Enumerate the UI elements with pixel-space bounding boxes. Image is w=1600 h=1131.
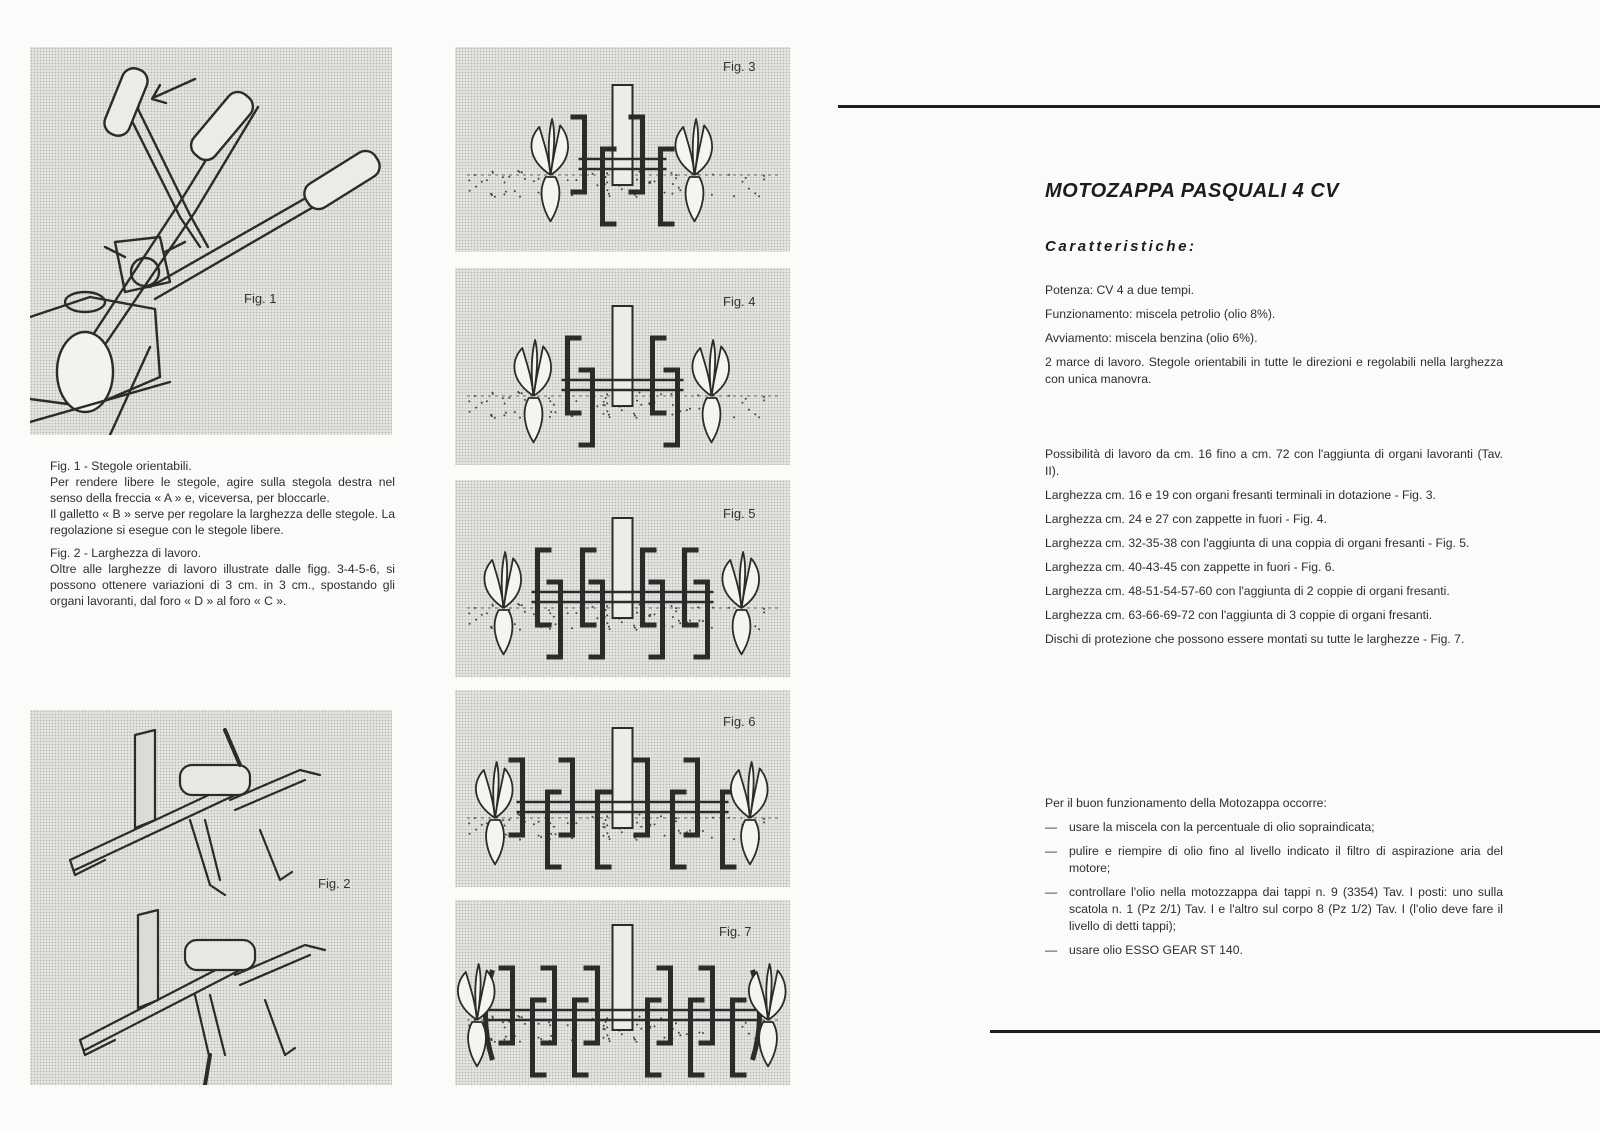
hoe-blade [685,550,699,625]
hoe-blade [584,968,598,1043]
hoe-blade [653,338,667,413]
hoe-blade [568,338,582,413]
hoe-blade [649,582,663,657]
width-item: Possibilità di lavoro da cm. 16 fino a cm. 72 con l'aggiunta di organi lavoranti (Tav. II). [1045,447,1503,478]
fig2-caption-title: Fig. 2 - Larghezza di lavoro. [50,546,202,560]
hoe-blade [538,550,552,625]
width-item: Larghezza cm. 48-51-54-57-60 con l'aggiunta di 2 coppie di organi fresanti. [1045,584,1450,598]
beet-plant [692,340,729,442]
figure-4-label: Fig. 4 [723,294,756,309]
hoe-blade [657,968,671,1043]
fig1-caption-text-2: Il galletto « B » serve per regolare la larghezza delle stegole. La regolazione si esegue con le stegole libere. [50,507,395,537]
bottom-rule [990,1030,1600,1033]
hoe-blade [533,1000,547,1075]
hoe-blade [699,968,713,1043]
specs-block [1045,282,1503,395]
spec-item: Avviamento: miscela benzina (olio 6%). [1045,331,1258,345]
figure-2-panel [30,710,392,1085]
hoe-blade [634,760,648,835]
hoe-blade [598,792,612,867]
hoe-blade [559,760,573,835]
beet-plant [531,119,568,221]
width-item: Larghezza cm. 40-43-45 con zappette in fuori - Fig. 6. [1045,560,1335,574]
hoe-blade [499,968,513,1043]
figure-6-panel [455,690,790,887]
hoe-blade [548,792,562,867]
widths-block [1045,446,1503,655]
width-item: Dischi di protezione che possono essere montati su tutte le larghezze - Fig. 7. [1045,632,1465,646]
page-title: MOTOZAPPA PASQUALI 4 CV [1045,180,1340,202]
hoe-blade [694,582,708,657]
hoe-blade [583,550,597,625]
hoe-blade [571,117,585,192]
rotor-shaft [613,925,633,1030]
top-rule [838,105,1600,108]
spec-item: Funzionamento: miscela petrolio (olio 8%). [1045,307,1276,321]
figure-7-label: Fig. 7 [719,924,752,939]
hoe-blade [733,1000,747,1075]
maintenance-block [1045,795,1503,966]
hoe-blade [579,370,593,445]
figure-6-label: Fig. 6 [723,714,756,729]
figure-captions [50,458,395,609]
figure-2-illustration [30,710,392,1085]
fig1-caption-title: Fig. 1 - Stegole orientabili. [50,459,192,473]
figure-3-panel [455,47,790,252]
hoe-blade [648,1000,662,1075]
figure-5-panel [455,480,790,677]
hoe-blade [589,582,603,657]
beet-plant [675,119,712,221]
maintenance-list [1045,819,1503,959]
figure-7-panel [455,900,790,1085]
figure-1-panel [30,47,392,435]
maintenance-item: — usare la miscela con la percentuale di olio sopraindicata; [1045,819,1503,836]
figure-3-illustration [455,47,790,252]
hoe-blade [684,760,698,835]
beet-plant [476,762,513,864]
hoe-blade [547,582,561,657]
hoe-blade [541,968,555,1043]
fig1-caption-text-1: Per rendere libere le stegole, agire sulla stegola destra nel senso della freccia « A » e, viceversa, per bloccarle. [50,475,395,505]
figure-3-label: Fig. 3 [723,59,756,74]
beet-plant [514,340,551,442]
figure-4-panel [455,268,790,465]
hoe-blade [673,792,687,867]
maintenance-item: — usare olio ESSO GEAR ST 140. [1045,942,1503,959]
section-subtitle: Caratteristiche: [1045,238,1197,255]
beet-plant [484,552,521,654]
hoe-blade [575,1000,589,1075]
width-item: Larghezza cm. 32-35-38 con l'aggiunta di una coppia di organi fresanti - Fig. 5. [1045,536,1470,550]
figure-2-label: Fig. 2 [318,876,351,891]
figure-1-label: Fig. 1 [244,291,277,306]
hoe-blade [664,370,678,445]
figure-5-label: Fig. 5 [723,506,756,521]
fig2-caption-text: Oltre alle larghezze di lavoro illustrate dalle figg. 3-4-5-6, si possono ottenere variazioni di 3 cm. in 3 cm., spostando gli organi lavoranti, dal foro « D » al foro « C ». [50,562,395,608]
beet-plant [731,762,768,864]
maintenance-item: — controllare l'olio nella motozzappa dai tappi n. 9 (3354) Tav. I posti: uno sulla scatola n. 1 (Pz 2/1) Tav. I e l'altro sul corpo 8 (Pz 1/2) Tav. I (l'olio deve fare il livello di detti tappi); [1045,884,1503,935]
width-item: Larghezza cm. 63-66-69-72 con l'aggiunta di 3 coppie di organi fresanti. [1045,608,1433,622]
width-item: Larghezza cm. 16 e 19 con organi fresanti terminali in dotazione - Fig. 3. [1045,488,1436,502]
figure-1-illustration [30,47,392,435]
width-item: Larghezza cm. 24 e 27 con zappette in fuori - Fig. 4. [1045,512,1327,526]
hoe-blade [691,1000,705,1075]
spec-item: 2 marce di lavoro. Stegole orientabili in tutte le direzioni e regolabili nella larghezza con unica manovra. [1045,355,1503,386]
maintenance-item: — pulire e riempire di olio fino al livello indicato il filtro di aspirazione aria del motore; [1045,843,1503,877]
hoe-blade [661,149,675,224]
spec-item: Potenza: CV 4 a due tempi. [1045,283,1195,297]
beet-plant [722,552,759,654]
maintenance-intro: Per il buon funzionamento della Motozappa occorre: [1045,796,1327,810]
